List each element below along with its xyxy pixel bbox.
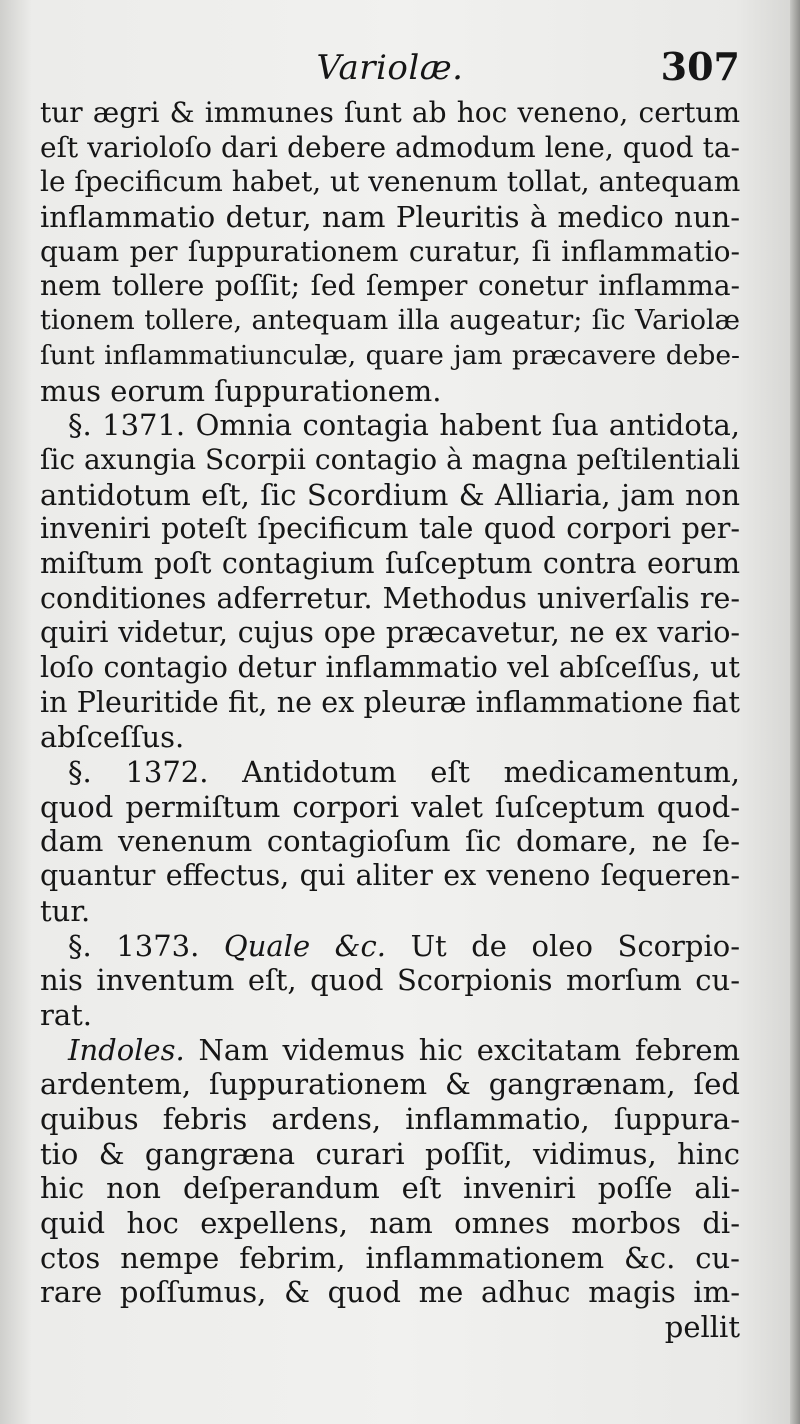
section-1371	[40, 408, 740, 755]
text-line: nis inventum eſt, quod Scorpionis morſum cu-	[40, 963, 740, 998]
section-1372	[40, 755, 740, 928]
text-line: tio & gangræna curari poſſit, vidimus, hinc	[40, 1136, 740, 1171]
text-line: ardentem, ſuppurationem & gangrænam, ſed	[40, 1067, 740, 1102]
text-line: quibus febris ardens, inflammatio, ſuppura-	[40, 1101, 740, 1136]
section-1373	[40, 929, 740, 1033]
text-line: ctos nempe febrim, inflammationem &c. cu-	[40, 1240, 740, 1275]
text-line: quantur effectus, qui aliter ex veneno ſequeren-	[40, 859, 740, 893]
text-line: rare poſſumus, & quod me adhuc magis im-	[40, 1275, 740, 1310]
paragraph-continuation	[40, 96, 740, 408]
text-line: inveniri poteſt ſpecificum tale quod corpori per-	[40, 512, 740, 546]
section-lemma: Quale &c.	[223, 928, 386, 963]
text-line: quiri videtur, cujus ope præcavetur, ne ex vario-	[40, 616, 740, 650]
text-line: in Pleuritide fit, ne ex pleuræ inflammatione fiat	[40, 685, 740, 719]
running-head	[40, 42, 740, 98]
text-line: inflammatio detur, nam Pleuritis à medico nun-	[40, 200, 740, 235]
text-line: dam venenum contagioſum ſic domare, ne ſe-	[40, 824, 740, 859]
text-line: tur.	[40, 893, 91, 928]
text-line: conditiones adferretur. Methodus univerſalis re-	[40, 581, 740, 615]
indoles-text: Nam videmus hic excitatam febrem	[198, 1032, 741, 1067]
text-line: tur ægri & immunes ſunt ab hoc veneno, certum	[40, 96, 740, 129]
text-line: quid hoc expellens, nam omnes morbos di-	[40, 1206, 740, 1240]
page-number: 307	[660, 44, 740, 89]
text-line: mus eorum ſuppurationem.	[40, 373, 442, 408]
body-text	[40, 96, 740, 1345]
text-line: le ſpecificum habet, ut venenum tollat, antequam	[40, 165, 741, 199]
text-line: quod permiſtum corpori valet ſuſceptum quod-	[40, 789, 740, 824]
text-line: ſunt inflammatiunculæ, quare jam præcavere debe-	[40, 339, 740, 371]
text-line: tionem tollere, antequam illa augeatur; ſic Variolæ	[40, 305, 740, 337]
text-line	[40, 1033, 740, 1068]
text-line: abſceſſus.	[40, 720, 185, 755]
page-edge-shadow	[790, 0, 800, 1424]
running-head-title: Variolæ.	[316, 48, 464, 88]
text-line: rat.	[40, 997, 93, 1032]
text-line: antidotum eſt, ſic Scordium & Alliaria, jam non	[40, 477, 740, 512]
catchword: pellit	[664, 1310, 740, 1345]
indoles-label: Indoles.	[68, 1032, 185, 1067]
text-line: ſic axungia Scorpii contagio à magna peſtilentiali	[40, 442, 740, 476]
text-line: §. 1372. Antidotum eſt medicamentum,	[68, 755, 740, 790]
text-line: §. 1371. Omnia contagia habent ſua antidota,	[68, 408, 740, 443]
indoles-paragraph	[40, 1033, 740, 1345]
text-line: nem tollere poſſit; ſed ſemper conetur inflamma-	[40, 269, 740, 303]
text-line: hic non deſperandum eſt inveniri poſſe ali-	[40, 1171, 740, 1206]
section-lemma-text: Ut de oleo Scorpio-	[410, 928, 741, 963]
section-number: §. 1373.	[68, 928, 200, 963]
text-line: eſt varioloſo dari debere admodum lene, quod ta-	[40, 130, 740, 164]
text-line: loſo contagio detur inflammatio vel abſceſſus, ut	[40, 651, 740, 684]
text-line: quam per ſuppurationem curatur, ſi inflammatio-	[40, 234, 740, 268]
text-line	[40, 929, 740, 964]
text-line: miſtum poſt contagium ſuſceptum contra eorum	[40, 546, 740, 580]
